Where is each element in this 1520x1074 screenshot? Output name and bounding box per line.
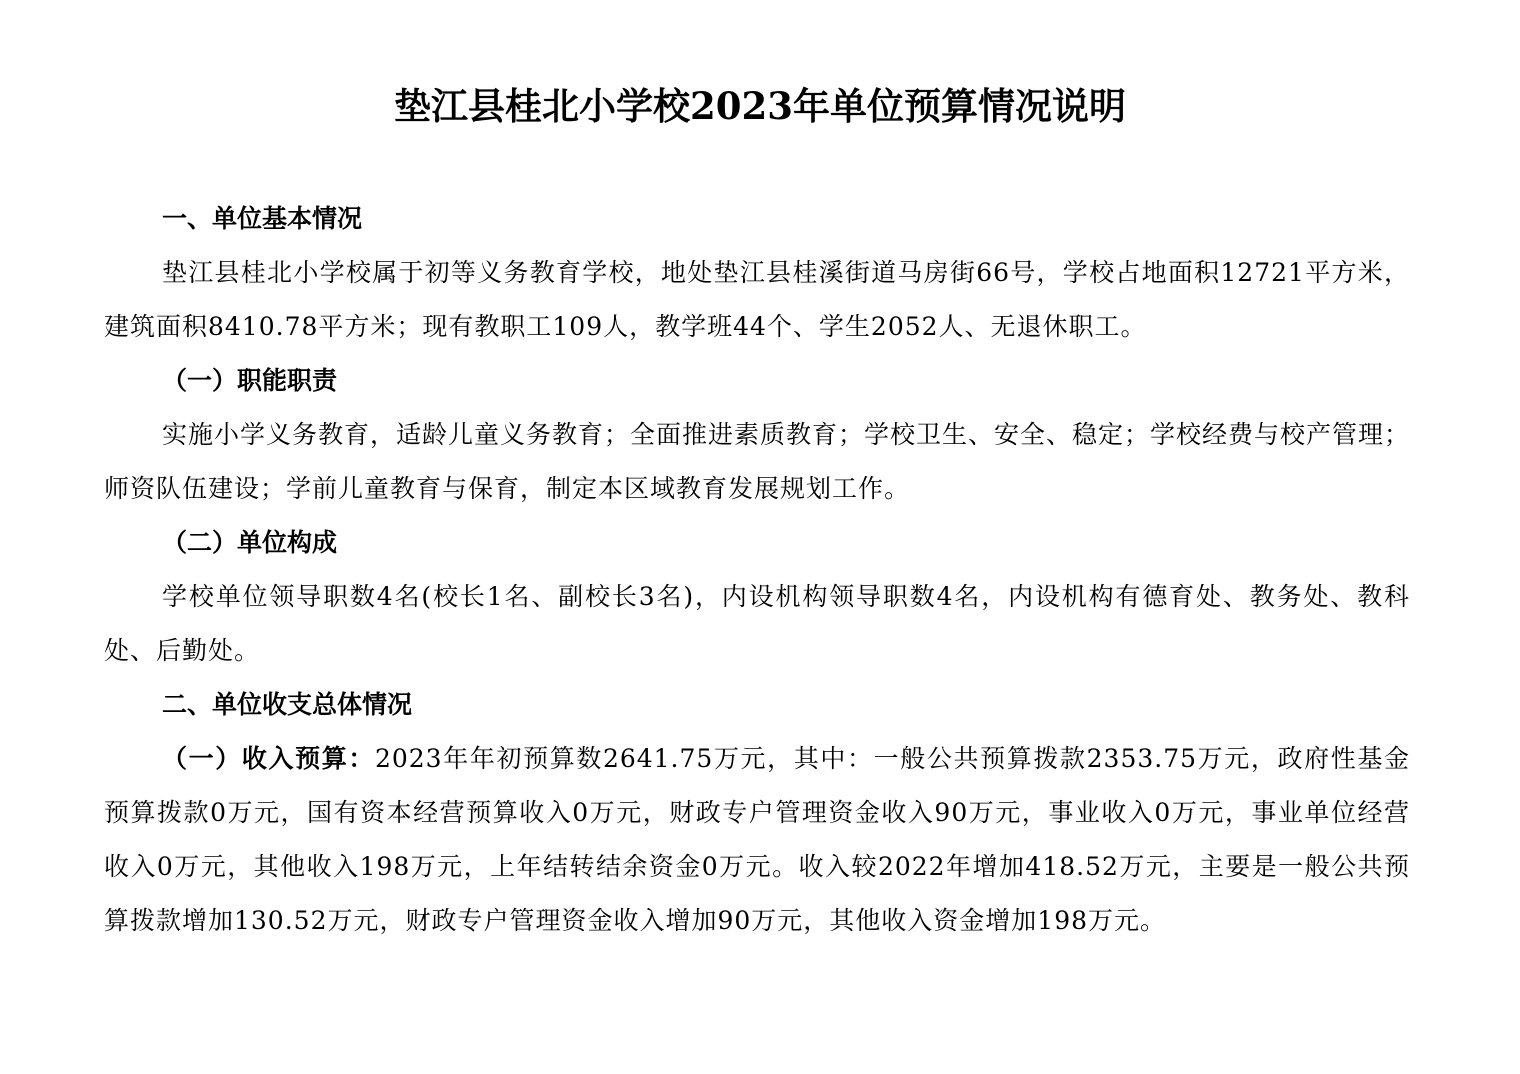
paragraph-duties: 实施小学义务教育，适龄儿童义务教育；全面推进素质教育；学校卫生、安全、稳定；学校经费与校产管理；师资队伍建设；学前儿童教育与保育，制定本区域教育发展规划工作。: [104, 420, 1411, 503]
section-heading-basic-info: 一、单位基本情况: [162, 204, 363, 233]
subheading-composition: （二）单位构成: [162, 528, 338, 557]
paragraph-composition: 学校单位领导职数4名(校长1名、副校长3名)，内设机构领导职数4名，内设机构有德育处、教务处、教科处、后勤处。: [104, 582, 1410, 665]
document-body: [104, 192, 1410, 948]
income-budget-text: 2023年年初预算数2641.75万元，其中：一般公共预算拨款2353.75万元，政府性基金预算拨款0万元，国有资本经营预算收入0万元，财政专户管理资金收入90万元，事业收入0万元，事业单位经营收入0万元，其他收入198万元，上年结转结余资金0万元。收入较2022年增加418.52万元，主要是一般公共预算拨款增加130.52万元，财政专户管理资金收入增加90万元，其他收入资金增加198万元。: [104, 744, 1410, 935]
paragraph-income-budget: [104, 732, 1410, 948]
income-budget-lead: （一）收入预算：: [162, 744, 375, 773]
paragraph-basic-info: 垫江县桂北小学校属于初等义务教育学校，地处垫江县桂溪街道马房街66号，学校占地面积12721平方米，建筑面积8410.78平方米；现有教职工109人，教学班44个、学生2052人、无退休职工。: [104, 258, 1410, 341]
section-heading-income-expense: 二、单位收支总体情况: [162, 690, 413, 719]
document-title: 垫江县桂北小学校2023年单位预算情况说明: [394, 84, 1126, 128]
subheading-duties: （一）职能职责: [162, 366, 338, 395]
